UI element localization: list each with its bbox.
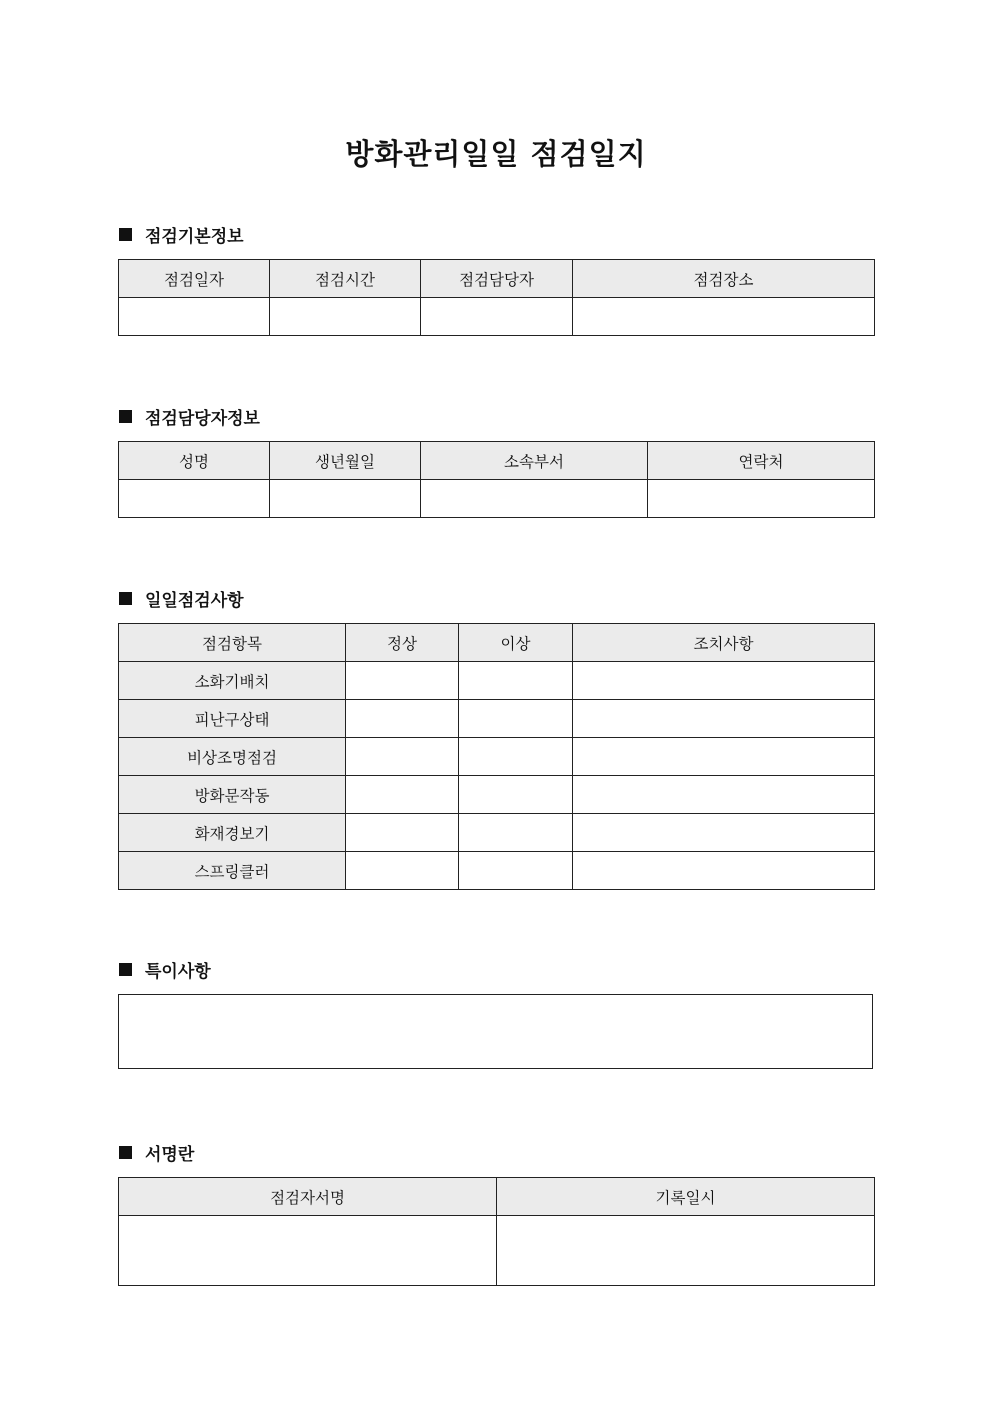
- section-heading-label: 점검기본정보: [145, 226, 244, 247]
- header-action-taken: 조치사항: [573, 624, 875, 662]
- remarks-field[interactable]: [118, 994, 873, 1069]
- header-contact: 연락처: [648, 442, 875, 480]
- normal-cell[interactable]: [346, 738, 459, 776]
- abnormal-cell[interactable]: [459, 700, 573, 738]
- inspection-date-field[interactable]: [119, 298, 270, 336]
- square-bullet-icon: [119, 1146, 132, 1159]
- check-item-label: 스프링클러: [119, 852, 346, 890]
- inspector-field[interactable]: [421, 298, 573, 336]
- section-heading-inspector-info: [119, 405, 260, 427]
- check-item-label: 화재경보기: [119, 814, 346, 852]
- check-item-label: 소화기배치: [119, 662, 346, 700]
- section-heading-label: 점검담당자정보: [145, 408, 260, 429]
- table-row: [119, 662, 875, 700]
- normal-cell[interactable]: [346, 814, 459, 852]
- abnormal-cell[interactable]: [459, 776, 573, 814]
- abnormal-cell[interactable]: [459, 662, 573, 700]
- normal-cell[interactable]: [346, 776, 459, 814]
- action-cell[interactable]: [573, 852, 875, 890]
- header-inspection-location: 점검장소: [573, 260, 875, 298]
- table-row: [119, 700, 875, 738]
- section-heading-basic-info: [119, 223, 244, 245]
- record-datetime-field[interactable]: [497, 1216, 875, 1286]
- contact-field[interactable]: [648, 480, 875, 518]
- inspection-time-field[interactable]: [270, 298, 421, 336]
- abnormal-cell[interactable]: [459, 738, 573, 776]
- section-heading-label: 일일점검사항: [145, 590, 244, 611]
- table-row: [119, 1216, 875, 1286]
- department-field[interactable]: [421, 480, 648, 518]
- header-inspection-date: 점검일자: [119, 260, 270, 298]
- basic-info-table: [118, 259, 875, 336]
- inspection-location-field[interactable]: [573, 298, 875, 336]
- table-row: [119, 776, 875, 814]
- name-field[interactable]: [119, 480, 270, 518]
- header-name: 성명: [119, 442, 270, 480]
- table-row: [119, 852, 875, 890]
- table-header-row: [119, 1178, 875, 1216]
- square-bullet-icon: [119, 228, 132, 241]
- square-bullet-icon: [119, 592, 132, 605]
- square-bullet-icon: [119, 410, 132, 423]
- header-normal: 정상: [346, 624, 459, 662]
- header-inspection-time: 점검시간: [270, 260, 421, 298]
- section-heading-label: 특이사항: [145, 961, 211, 982]
- header-abnormal: 이상: [459, 624, 573, 662]
- action-cell[interactable]: [573, 700, 875, 738]
- abnormal-cell[interactable]: [459, 814, 573, 852]
- check-item-label: 방화문작동: [119, 776, 346, 814]
- normal-cell[interactable]: [346, 700, 459, 738]
- table-header-row: [119, 624, 875, 662]
- check-item-label: 비상조명점검: [119, 738, 346, 776]
- section-heading-remarks: [119, 958, 211, 980]
- action-cell[interactable]: [573, 738, 875, 776]
- table-row: [119, 738, 875, 776]
- action-cell[interactable]: [573, 662, 875, 700]
- page-title: 방화관리일일 점검일지: [345, 137, 647, 171]
- header-check-item: 점검항목: [119, 624, 346, 662]
- action-cell[interactable]: [573, 776, 875, 814]
- table-row: [119, 814, 875, 852]
- signature-table: [118, 1177, 875, 1286]
- birthdate-field[interactable]: [270, 480, 421, 518]
- inspector-info-table: [118, 441, 875, 518]
- action-cell[interactable]: [573, 814, 875, 852]
- table-header-row: [119, 260, 875, 298]
- normal-cell[interactable]: [346, 852, 459, 890]
- daily-check-table: [118, 623, 875, 890]
- square-bullet-icon: [119, 963, 132, 976]
- table-row: [119, 298, 875, 336]
- table-row: [119, 480, 875, 518]
- section-heading-signature: [119, 1141, 194, 1163]
- header-department: 소속부서: [421, 442, 648, 480]
- inspector-signature-field[interactable]: [119, 1216, 497, 1286]
- header-inspector: 점검담당자: [421, 260, 573, 298]
- normal-cell[interactable]: [346, 662, 459, 700]
- header-inspector-signature: 점검자서명: [119, 1178, 497, 1216]
- abnormal-cell[interactable]: [459, 852, 573, 890]
- header-birthdate: 생년월일: [270, 442, 421, 480]
- check-item-label: 피난구상태: [119, 700, 346, 738]
- header-record-datetime: 기록일시: [497, 1178, 875, 1216]
- section-heading-daily-check: [119, 587, 244, 609]
- table-header-row: [119, 442, 875, 480]
- section-heading-label: 서명란: [145, 1144, 195, 1165]
